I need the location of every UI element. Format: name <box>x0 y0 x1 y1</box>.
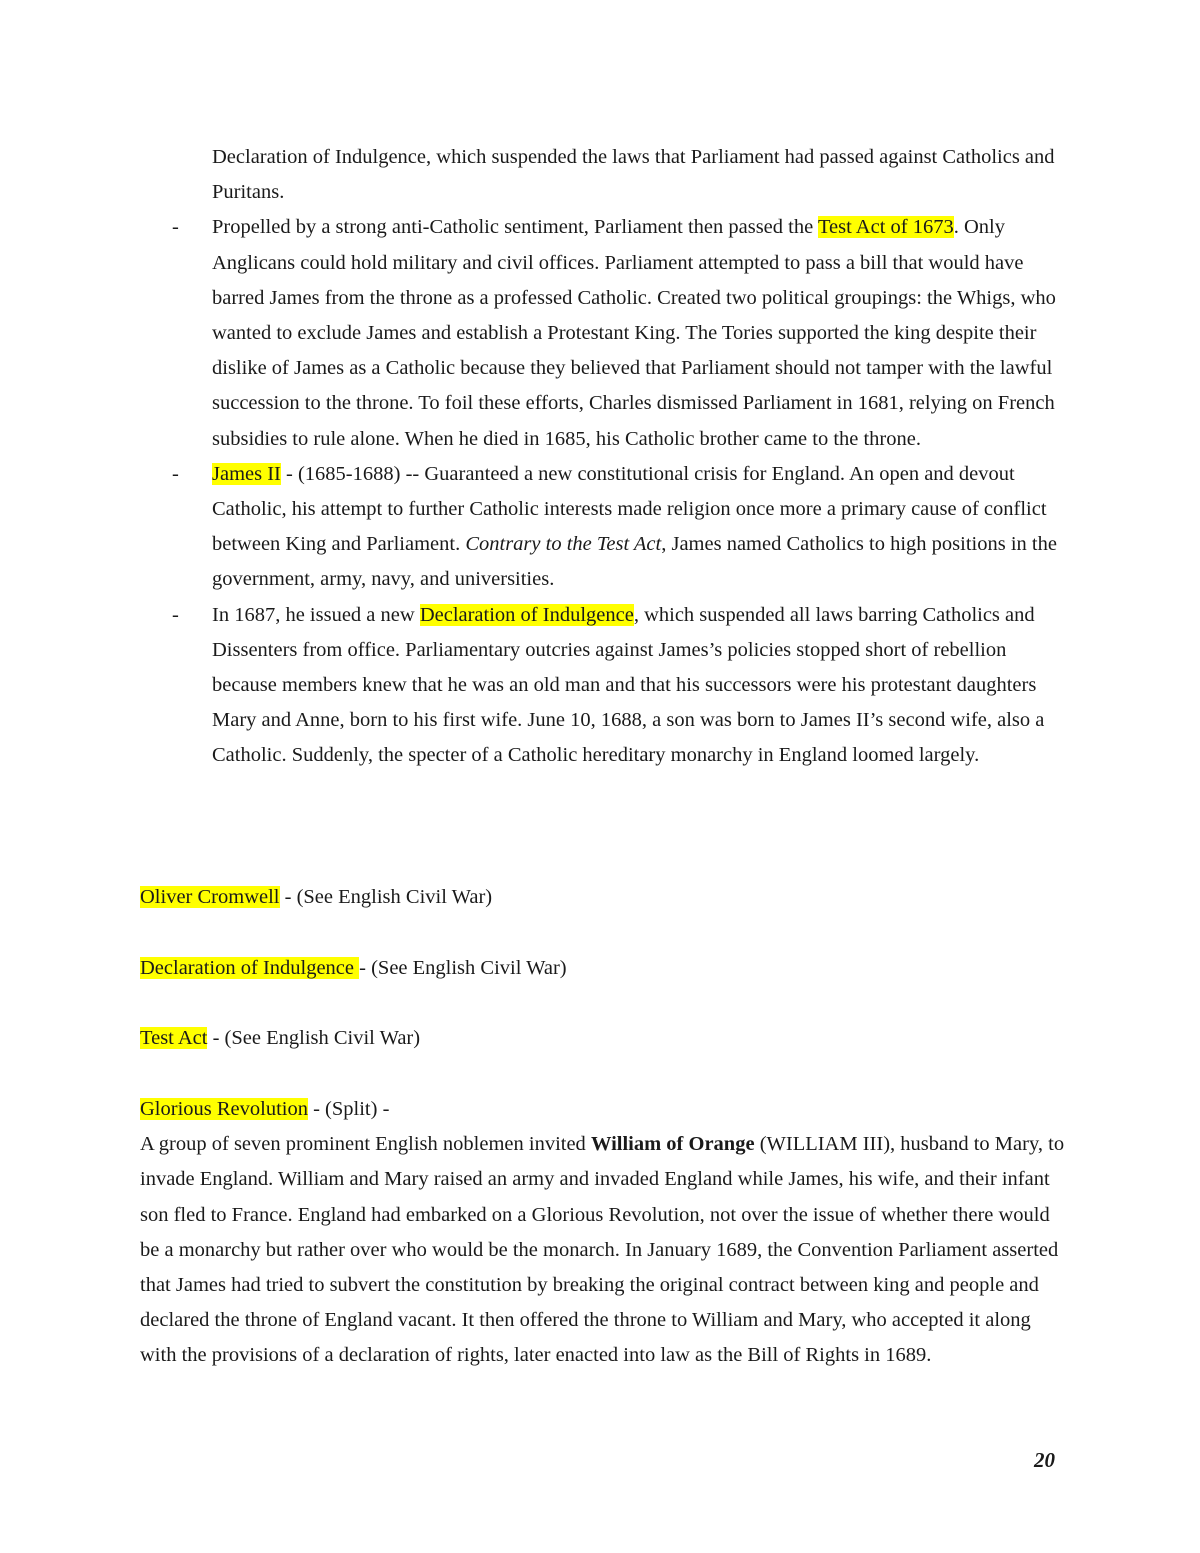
paragraph-text: A group of seven prominent English noblemen invited <box>140 1133 591 1156</box>
bullet-dash: - <box>172 603 179 626</box>
bold-text: William of Orange <box>590 1133 755 1156</box>
bullet-item-declaration <box>172 598 1072 774</box>
bullet-text: - (1685-1688) -- Guaranteed a new constitutional crisis for England. An open and devout Catholic, his attempt to further Catholic interests made religion once more a primary cause of conflict between King and Parliament. <box>212 462 1047 556</box>
highlighted-term: Oliver Cromwell <box>140 886 280 908</box>
entry-text: - (See English Civil War) <box>359 957 567 979</box>
bullet-text: Propelled by a strong anti-Catholic sentiment, Parliament then passed the <box>212 216 818 239</box>
bullet-text: , which suspended all laws barring Catholics and Dissenters from office. Parliamentary outcries against James’s policies stopped short of rebellion because members knew that he was an old man and that his successors were his protestant daughters Mary and Anne, born to his first wife. June 10, 1688, a son was born to James II’s second wife, also a Catholic. Suddenly, the specter of a Catholic hereditary monarchy in England loomed largely. <box>212 603 1045 767</box>
continuation-text <box>172 140 1072 210</box>
highlighted-term: Declaration of Indulgence <box>140 957 360 979</box>
highlighted-term: Glorious Revolution <box>140 1098 308 1120</box>
entry-test-act <box>140 1021 1070 1056</box>
bullet-text: In 1687, he issued a new <box>212 603 420 626</box>
bullet-dash: - <box>172 216 179 239</box>
glorious-paragraph <box>140 1127 1070 1373</box>
bullet-dash: - <box>172 462 179 485</box>
glorious-heading <box>140 1092 1070 1127</box>
highlighted-term: Test Act <box>140 1027 208 1049</box>
entry-text: - (See English Civil War) <box>279 886 493 908</box>
paragraph-text: (WILLIAM III), husband to Mary, to invade England. William and Mary raised an army and invaded England while James, his wife, and their infant son fled to France. England had embarked on a Glorious Revolution, not over the issue of whether there would be a monarchy but rather over who would be the monarch. In January 1689, the Convention Parliament asserted that James had tried to subvert the constitution by breaking the original contract between king and people and declared the throne of England vacant. It then offered the throne to William and Mary, who accepted it along with the provisions of a declaration of rights, later enacted into law as the Bill of Rights in 1689. <box>140 1133 1065 1367</box>
entry-text: - (Split) - <box>307 1098 390 1120</box>
page-number: 20 <box>1034 1448 1055 1472</box>
entry-oliver-cromwell <box>140 880 1070 915</box>
italic-text: Contrary to the Test Act <box>465 533 662 556</box>
highlighted-term: Declaration of Indulgence <box>419 603 634 626</box>
entry-declaration-of-indulgence <box>140 951 1070 986</box>
highlighted-term: James II <box>212 462 281 485</box>
highlighted-term: Test Act of 1673 <box>817 216 954 239</box>
bullet-item-james-ii <box>172 457 1072 598</box>
entry-text: - (See English Civil War) <box>207 1027 421 1049</box>
continuation-text-content: Declaration of Indulgence, which suspended the laws that Parliament had passed against Catholics and Puritans. <box>212 146 1055 204</box>
bullet-text: . Only Anglicans could hold military and civil offices. Parliament attempted to pass a bill that would have barred James from the throne as a professed Catholic. Created two political groupings: the Whigs, who wanted to exclude James and establish a Protestant King. The Tories supported the king despite their dislike of James as a Catholic because they believed that Parliament should not tamper with the lawful succession to the throne. To foil these efforts, Charles dismissed Parliament in 1681, relying on French subsidies to rule alone. When he died in 1685, his Catholic brother came to the throne. <box>212 216 1056 450</box>
bullet-list <box>172 140 1072 774</box>
bullet-text: , James named Catholics to high positions in the government, army, navy, and universities. <box>212 533 1057 591</box>
entry-glorious-revolution <box>140 1092 1070 1374</box>
bullet-item-test-act <box>172 210 1072 456</box>
